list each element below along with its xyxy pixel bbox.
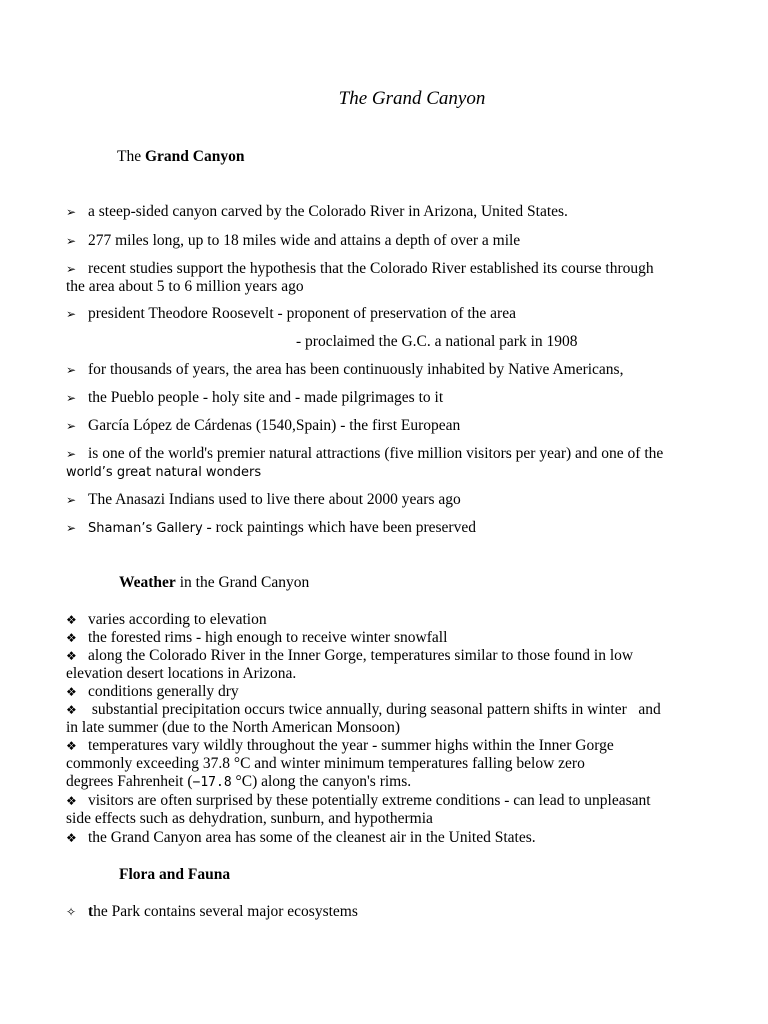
arrow-bullet-icon: ➢ [66, 447, 77, 461]
list-item-text-continued: commonly exceeding 37.8 °C and winter minimum temperatures falling below zero [66, 755, 585, 772]
arrow-bullet-icon: ➢ [66, 205, 77, 219]
list-item-text: García López de Cárdenas (1540,Spain) - the first European [88, 417, 461, 434]
heading-bold: Grand Canyon [144, 148, 245, 165]
document-title: The Grand Canyon [338, 88, 486, 109]
arrow-bullet-icon: ➢ [66, 521, 77, 535]
list-item [66, 203, 716, 221]
list-item-text-continued: the area about 5 to 6 million years ago [66, 278, 304, 295]
list-item-text: The Anasazi Indians used to live there about 2000 years ago [88, 491, 461, 508]
list-item-text: varies according to elevation [88, 611, 267, 628]
arrow-bullet-icon: ➢ [66, 391, 77, 405]
diamond-bullet-icon: ❖ [66, 794, 77, 808]
list-item-text: the Grand Canyon area has some of the cleanest air in the United States. [88, 829, 536, 846]
list-item-text-continued: in late summer (due to the North American Monsoon) [66, 719, 401, 736]
list-item [66, 305, 716, 323]
diamond-bullet-icon: ❖ [66, 631, 77, 645]
list-item-text: temperatures vary wildly throughout the year - summer highs within the Inner Gorge [88, 737, 614, 754]
list-item-text: substantial precipitation occurs twice annually, during seasonal pattern shifts in winter and [88, 701, 661, 718]
star-bullet-icon: ✧ [66, 905, 77, 919]
list-item [66, 629, 716, 647]
list-item-text: recent studies support the hypothesis that the Colorado River established its course through [88, 260, 654, 277]
list-item [66, 647, 716, 683]
list-item [66, 701, 716, 737]
list-item [66, 389, 716, 407]
diamond-bullet-icon: ❖ [66, 703, 77, 717]
list-item-text: the Pueblo people - holy site and - made pilgrimages to it [88, 389, 444, 406]
arrow-bullet-icon: ➢ [66, 363, 77, 377]
arrow-bullet-icon: ➢ [66, 493, 77, 507]
diamond-bullet-icon: ❖ [66, 613, 77, 627]
section-heading-grand-canyon [117, 148, 244, 166]
list-item-text: president Theodore Roosevelt - proponent of preservation of the area [88, 305, 516, 322]
arrow-bullet-icon: ➢ [66, 307, 77, 321]
heading-bold: Flora and Fauna [119, 866, 231, 883]
diamond-bullet-icon: ❖ [66, 649, 77, 663]
list-item-text-continued: side effects such as dehydration, sunburn, and hypothermia [66, 810, 433, 827]
list-item-text-continued: world’s great natural wonders [66, 465, 262, 480]
list-item-text-continued: °C) along the canyon's rims. [231, 773, 412, 790]
list-item [66, 737, 716, 792]
heading-rest: in the Grand Canyon [175, 574, 310, 591]
heading-bold: Weather [119, 574, 176, 591]
list-item-bold-letter: t [88, 903, 94, 920]
section-heading-flora-fauna [119, 866, 230, 884]
list-item-text: a steep-sided canyon carved by the Colorado River in Arizona, United States. [88, 203, 568, 220]
list-item [66, 417, 716, 435]
arrow-bullet-icon: ➢ [66, 262, 77, 276]
list-item-text: along the Colorado River in the Inner Gorge, temperatures similar to those found in low [88, 647, 634, 664]
list-item-indented: - proclaimed the G.C. a national park in 1908 [296, 333, 578, 350]
list-item [66, 361, 716, 379]
list-item-text-continued: elevation desert locations in Arizona. [66, 665, 297, 682]
list-item-text: visitors are often surprised by these potentially extreme conditions - can lead to unpleasant [88, 792, 651, 809]
temperature-value: −17.8 [192, 775, 232, 790]
list-item-text: the forested rims - high enough to receive winter snowfall [88, 629, 448, 646]
list-item-text: 277 miles long, up to 18 miles wide and attains a depth of over a mile [88, 232, 521, 249]
list-item [66, 611, 716, 629]
diamond-bullet-icon: ❖ [66, 739, 77, 753]
list-item-text: for thousands of years, the area has been continuously inhabited by Native Americans, [88, 361, 624, 378]
list-item [66, 683, 716, 701]
diamond-bullet-icon: ❖ [66, 685, 77, 699]
section-heading-weather [119, 574, 309, 592]
list-item-text: conditions generally dry [88, 683, 239, 700]
list-item [66, 260, 716, 296]
heading-prefix: The [117, 148, 145, 165]
arrow-bullet-icon: ➢ [66, 234, 77, 248]
list-item [66, 903, 716, 921]
list-item [66, 491, 716, 509]
list-item-text: he Park contains several major ecosystems [93, 903, 358, 920]
list-item [66, 232, 716, 250]
list-item [66, 829, 716, 847]
arrow-bullet-icon: ➢ [66, 419, 77, 433]
list-item-text: - rock paintings which have been preserved [202, 519, 476, 536]
diamond-bullet-icon: ❖ [66, 831, 77, 845]
list-item-text: is one of the world's premier natural attractions (five million visitors per year) and one of the [88, 445, 664, 462]
list-item-text-sans: Shaman’s Gallery [88, 521, 203, 536]
list-item [66, 519, 716, 538]
list-item [66, 792, 716, 828]
list-item-text-continued: degrees Fahrenheit ( [66, 773, 193, 790]
list-item [66, 445, 716, 482]
